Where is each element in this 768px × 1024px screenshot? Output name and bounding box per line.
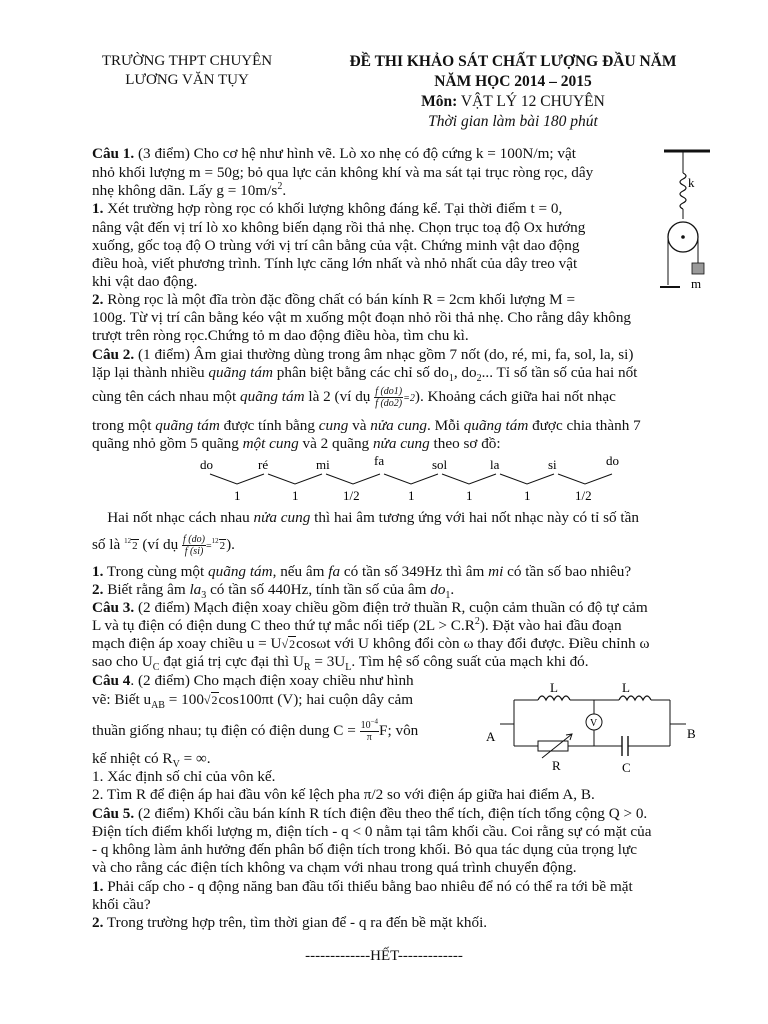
cau2-line1 <box>92 345 712 364</box>
cau5-line1 <box>92 804 712 823</box>
subject-line <box>318 92 708 112</box>
cau5-q1-line1 <box>92 877 712 896</box>
cau1-line3 <box>92 181 640 200</box>
cau3-l2b: ). Đặt vào hai đầu đoạn <box>479 617 622 634</box>
scale-note-label: mi <box>316 457 330 472</box>
scale-interval-label: 1/2 <box>343 488 360 503</box>
cau3-text: (2 điểm) Mạch điện xoay chiều gồm điện trở thuần R, cuộn cảm thuần có độ tự cảm <box>138 599 648 616</box>
mass-block <box>692 263 704 274</box>
cau4-sub-v: V <box>172 759 180 771</box>
resistor-label: R <box>552 758 561 773</box>
cau2-q2-num: 2. <box>92 581 104 598</box>
scale-interval-line <box>268 474 322 484</box>
scale-note-label: do <box>606 453 619 468</box>
cau1-label: Câu 1. <box>92 145 135 162</box>
cau5-q2-text: Trong trường hợp trên, tìm thời gian để - q ra đến bề mặt khối. <box>103 914 488 931</box>
cau1-p2-line3: trượt trên ròng rọc.Chứng tỏ m dao động điều hòa, tìm chu kì. <box>92 327 469 344</box>
cau2-root-index: 12 <box>124 536 132 545</box>
cau2-l4c: được tính bằng <box>219 417 319 434</box>
cau2-frac-eq: =2 <box>403 392 415 404</box>
cau2-l4a: trong một <box>92 417 156 434</box>
cau2-l2c: phân biệt bằng các chỉ số do <box>272 364 449 381</box>
cau2-q1b: quãng tám <box>208 563 273 580</box>
cau1-p2-text: Ròng rọc là một đĩa tròn đặc đồng chất có bán kính R = 2cm khối lượng M = <box>107 291 576 308</box>
cau1-p1-num: 1. <box>92 200 104 217</box>
cau5-line2: Điện tích điểm khối lượng m, điện tích - q < 0 nằm tại tâm khối cầu. Coi rằng sự có mặt của <box>92 823 652 840</box>
spring-pulley-figure <box>658 145 718 295</box>
cau2-l7a: số là <box>92 535 125 553</box>
cau3-sub1: C <box>152 662 160 674</box>
school-name <box>92 52 282 90</box>
scale-interval-label: 1/2 <box>575 488 592 503</box>
cau2-line5 <box>92 434 712 453</box>
cau2-l6c: thì hai âm tương ứng với hai nốt nhạc này có tỉ số tần <box>310 509 639 526</box>
cau2-q2b: la <box>189 581 202 598</box>
cau4-line3 <box>92 717 464 743</box>
scale-interval-label: 1 <box>524 488 531 503</box>
exam-title: ĐỀ THI KHẢO SÁT CHẤT LƯỢNG ĐẦU NĂM <box>349 53 677 70</box>
point-a-label: A <box>486 729 496 744</box>
cau2-q2c: có tần số 440Hz, tính tần số của âm <box>206 581 431 598</box>
cau2-l3b: quãng tám <box>240 387 305 405</box>
cau2-label: Câu 2. <box>92 346 135 363</box>
cau4-l2c: cos100πt (V); hai cuộn dây cảm <box>218 691 414 708</box>
cau2-sub1: 1 <box>448 373 454 385</box>
cau4-frac-exp: −4 <box>370 717 379 726</box>
cau2-ex-radicand: 2 <box>219 539 226 552</box>
scale-interval-label: 1 <box>408 488 415 503</box>
school-year: NĂM HỌC 2014 – 2015 <box>434 73 592 90</box>
cau3-l3b: cosωt với U không đổi còn ω thay đổi được. Điều chỉnh ω <box>296 635 650 652</box>
cau5-line3: - q không làm ảnh hưởng đến phân bố điện tích trong khối. Bỏ qua tác dụng của trọng lực <box>92 841 637 858</box>
cau5-label: Câu 5. <box>92 805 135 822</box>
pulley-axis <box>681 235 685 239</box>
cau4-text: . (2 điểm) Cho mạch điện xoay chiều như hình <box>130 672 414 689</box>
cau2-q2 <box>92 580 712 602</box>
cau3-l4b: đạt giá trị cực đại thì U <box>159 653 304 670</box>
cau1-line2: nhỏ khối lượng m = 50g; bỏ qua lực cản không khí và ma sát tại trục ròng rọc, dây <box>92 164 594 181</box>
cau2-l6b: nửa cung <box>253 509 311 526</box>
cau2-l5a: quãng nhỏ gồm 5 quãng <box>92 435 243 452</box>
cau2-q2e: . <box>450 581 455 598</box>
capacitor-label: C <box>622 760 631 775</box>
spring-coil <box>680 173 686 209</box>
cau1-text: (3 điểm) Cho cơ hệ như hình vẽ. Lò xo nhẹ có độ cứng k = 100N/m; vật <box>138 145 576 162</box>
cau3-line2 <box>92 616 712 635</box>
cau2-frac-num: f (do1) <box>375 386 403 397</box>
cau1-p1-line4: điều hoà, viết phương trình. Tính lực căng lớn nhất và nhỏ nhất của dây treo vật <box>92 255 578 272</box>
cau2-l5e: theo sơ đồ: <box>429 435 501 452</box>
cau3-line4 <box>92 652 712 674</box>
cau4-l4b: = ∞. <box>179 750 211 767</box>
cau3-l4d: . Tìm hệ số công suất của mạch khi đó. <box>351 653 589 670</box>
cau2-ex-num: f (do) <box>183 534 205 545</box>
subject-label: Môn: <box>421 93 458 110</box>
cau3-line1 <box>92 598 712 617</box>
cau2-ex-eq: = <box>205 540 212 552</box>
cau4-frac-num <box>360 717 379 732</box>
cau2-q1g: có tần số bao nhiêu? <box>503 563 632 580</box>
cau2-ratio-fraction <box>374 386 403 409</box>
cau2-l4h: quãng tám <box>463 417 529 434</box>
scale-interval-line <box>326 474 380 484</box>
scale-interval-line <box>500 474 554 484</box>
school-line-2: LƯƠNG VĂN TỤY <box>125 72 249 88</box>
scale-interval-line <box>384 474 438 484</box>
cau3-l4c: = 3U <box>310 653 346 670</box>
cau4-line1 <box>92 671 464 690</box>
cau1-sup: 2 <box>277 180 283 192</box>
cau2-l2b: quãng tám <box>208 364 273 381</box>
point-b-label: B <box>687 726 696 741</box>
cau2-l4i: được chia thành 7 <box>528 417 641 434</box>
cau1-p1-line3: xuống, gốc toạ độ O trùng với vị trí cân bằng của vật. Chứng minh vật dao động <box>92 237 580 254</box>
cau4-label: Câu 4 <box>92 672 131 689</box>
cau1-p1-text: Xét trường hợp ròng rọc có khối lượng không đáng kể. Tại thời điểm t = 0, <box>107 200 563 217</box>
cau2-l7c: ). <box>226 535 235 553</box>
musical-scale-diagram <box>180 452 650 504</box>
cau2-text: (1 điểm) Âm giai thường dùng trong âm nhạc gồm 7 nốt (do, ré, mi, fa, sol, la, si) <box>138 346 634 363</box>
cau4-q2: 2. Tìm R để điện áp hai đầu vôn kế lệch pha π/2 so với điện áp giữa hai điểm A, B. <box>92 786 595 803</box>
cau2-ex-root-index: 12 <box>211 536 219 545</box>
scale-interval-line <box>558 474 612 484</box>
cau5-q2-num: 2. <box>92 914 104 931</box>
cau4-l3a: thuần giống nhau; tụ điện có điện dung C = <box>92 721 360 739</box>
cau1-p1-line1 <box>92 199 640 218</box>
inductor-2 <box>619 696 651 700</box>
scale-note-label: sol <box>432 457 448 472</box>
cau2-l4g: . Mỗi <box>427 417 464 434</box>
cau2-radicand: 2 <box>132 539 138 552</box>
cau4-sub: AB <box>151 700 165 712</box>
cau2-q1d: fa <box>328 563 341 580</box>
inductor-1-label: L <box>550 680 558 695</box>
cau4-q1: 1. Xác định số chỉ của vôn kế. <box>92 768 276 785</box>
cau3-line3: mạch điện áp xoay chiều u = U√2cosωt với U không đổi còn ω thay đổi được. Điều chỉnh ω <box>92 635 650 652</box>
voltmeter-label: V <box>590 718 598 729</box>
spring-label-k: k <box>688 175 695 190</box>
cau4-sqrt: 2 <box>211 693 218 707</box>
cau2-line3 <box>92 386 712 409</box>
cau2-l4f: nửa cung <box>370 417 428 434</box>
scale-note-label: la <box>490 457 500 472</box>
cau2-line4 <box>92 416 712 435</box>
cau5-q1-text: Phải cấp cho - q động năng ban đầu tối thiểu bằng bao nhiêu để nó có thể ra tới bề mặt <box>103 878 633 895</box>
subject-name: VẬT LÝ 12 CHUYÊN <box>460 93 605 110</box>
cau1-line1 <box>92 144 640 163</box>
scale-interval-label: 1 <box>234 488 241 503</box>
cau2-l6a: Hai nốt nhạc cách nhau <box>107 509 254 526</box>
cau3-sub2: R <box>303 662 311 674</box>
cau3-sqrt: 2 <box>289 637 296 651</box>
end-marker: -------------HẾT------------- <box>305 948 463 964</box>
cau4-l2a: vẽ: Biết u <box>92 691 152 708</box>
cau4-line4 <box>92 749 464 771</box>
exam-header <box>318 52 708 132</box>
cau1-p2-line1 <box>92 290 640 309</box>
scale-note-label: do <box>200 457 213 472</box>
cau1-line3-end: . <box>282 182 287 199</box>
cau2-l5b: một cung <box>242 435 299 452</box>
cau1-p2-num: 2. <box>92 291 104 308</box>
school-line-1: TRƯỜNG THPT CHUYÊN <box>101 53 273 69</box>
cau2-q1e: có tần số 349Hz thì âm <box>340 563 489 580</box>
scale-note-label: fa <box>374 453 385 468</box>
cau2-l2a: lặp lại thành nhiều <box>92 364 209 381</box>
inductor-1 <box>538 696 570 700</box>
cau1-line3-text: nhẹ không dãn. Lấy g = 10m/s <box>92 182 278 199</box>
cau2-l3c: là 2 (ví dụ <box>304 387 375 405</box>
cau2-q1-num: 1. <box>92 563 104 580</box>
cau4-l2b: = 100 <box>164 691 204 708</box>
cau1-p2-line2: 100g. Từ vị trí cân bằng kéo vật m xuống một đoạn nhỏ rồi thả nhẹ. Cho rằng dây không <box>92 309 632 326</box>
cau2-frac-den: f (do2) <box>375 398 403 409</box>
cau2-l7b: (ví dụ <box>138 535 183 553</box>
scale-note-label: si <box>548 457 557 472</box>
cau4-l4a: kế nhiệt có R <box>92 750 173 767</box>
cau4-line2: vẽ: Biết $u_{AB} = 100√2\cos 100\pi t$ (V); hai cuộn dây cảm <box>92 691 414 712</box>
cau2-l4d: cung <box>318 417 349 434</box>
cau3-sub3: L <box>345 662 352 674</box>
cau2-l5c: và 2 quãng <box>298 435 373 452</box>
cau2-q1c: , nếu âm <box>272 563 329 580</box>
cau3-sup: 2 <box>474 615 480 627</box>
scale-interval-line <box>210 474 264 484</box>
cau1-p1-line2: nâng vật đến vị trí lò xo không biến dạng rồi thả nhẹ. Chọn trục toạ độ Ox hướng <box>92 219 586 236</box>
cau5-line4: và cho rằng các điện tích không va chạm với nhau trong quá trình chuyển động. <box>92 859 577 876</box>
cau2-line6 <box>92 508 712 527</box>
cau2-q1a: Trong cùng một <box>103 563 209 580</box>
cau2-q2a: Biết rằng âm <box>103 581 190 598</box>
cau2-q1 <box>92 562 712 581</box>
cau5-q1-line2: khối cầu? <box>92 896 151 913</box>
scale-interval-line <box>442 474 496 484</box>
cau2-l2d: , do <box>453 364 477 381</box>
cau2-l2e: ... Tỉ số tần số của hai nốt <box>481 364 638 381</box>
exam-time: Thời gian làm bài 180 phút <box>428 113 598 130</box>
ac-circuit-figure <box>482 680 704 776</box>
cau2-example-fraction <box>182 534 206 557</box>
cau4-frac-base: 10 <box>360 720 371 731</box>
cau4-capacitance-fraction <box>360 717 379 743</box>
cau2-l3d: ). Khoảng cách giữa hai nốt nhạc <box>414 387 616 405</box>
cau5-text: (2 điểm) Khối cầu bán kính R tích điện đều theo thể tích, điện tích tổng cộng Q > 0. <box>138 805 648 822</box>
cau5-q2 <box>92 913 712 932</box>
cau2-l5d: nửa cung <box>372 435 430 452</box>
cau4-l3b: F; vôn <box>379 721 419 739</box>
scale-note-label: ré <box>258 457 269 472</box>
scale-interval-label: 1 <box>466 488 473 503</box>
cau3-label: Câu 3. <box>92 599 135 616</box>
cau2-l4e: và <box>348 417 371 434</box>
cau2-sub2: 2 <box>476 373 482 385</box>
mass-label-m: m <box>691 276 702 291</box>
cau3-l3a: mạch điện áp xoay chiều u = U <box>92 635 282 652</box>
cau2-q2-sub2: 1 <box>445 590 451 602</box>
cau2-q1f: mi <box>488 563 504 580</box>
cau5-q1-num: 1. <box>92 878 104 895</box>
cau1-p1-line5: khi vật dao động. <box>92 273 198 290</box>
cau3-l4a: sao cho U <box>92 653 153 670</box>
inductor-2-label: L <box>622 680 630 695</box>
cau2-q2-sub: 3 <box>201 590 207 602</box>
cau2-line2 <box>92 363 712 385</box>
cau2-q2d: do <box>430 581 446 598</box>
scale-interval-label: 1 <box>292 488 299 503</box>
cau2-ex-den: f (si) <box>184 546 204 557</box>
cau4-frac-den: π <box>366 732 372 743</box>
cau3-l2a: L và tụ điện có điện dung C theo thứ tự mắc nối tiếp (2L > C.R <box>92 617 475 634</box>
cau2-l4b: quãng tám <box>155 417 220 434</box>
cau2-l3a: cùng tên cách nhau một <box>92 387 241 405</box>
cau2-line7 <box>92 534 712 557</box>
